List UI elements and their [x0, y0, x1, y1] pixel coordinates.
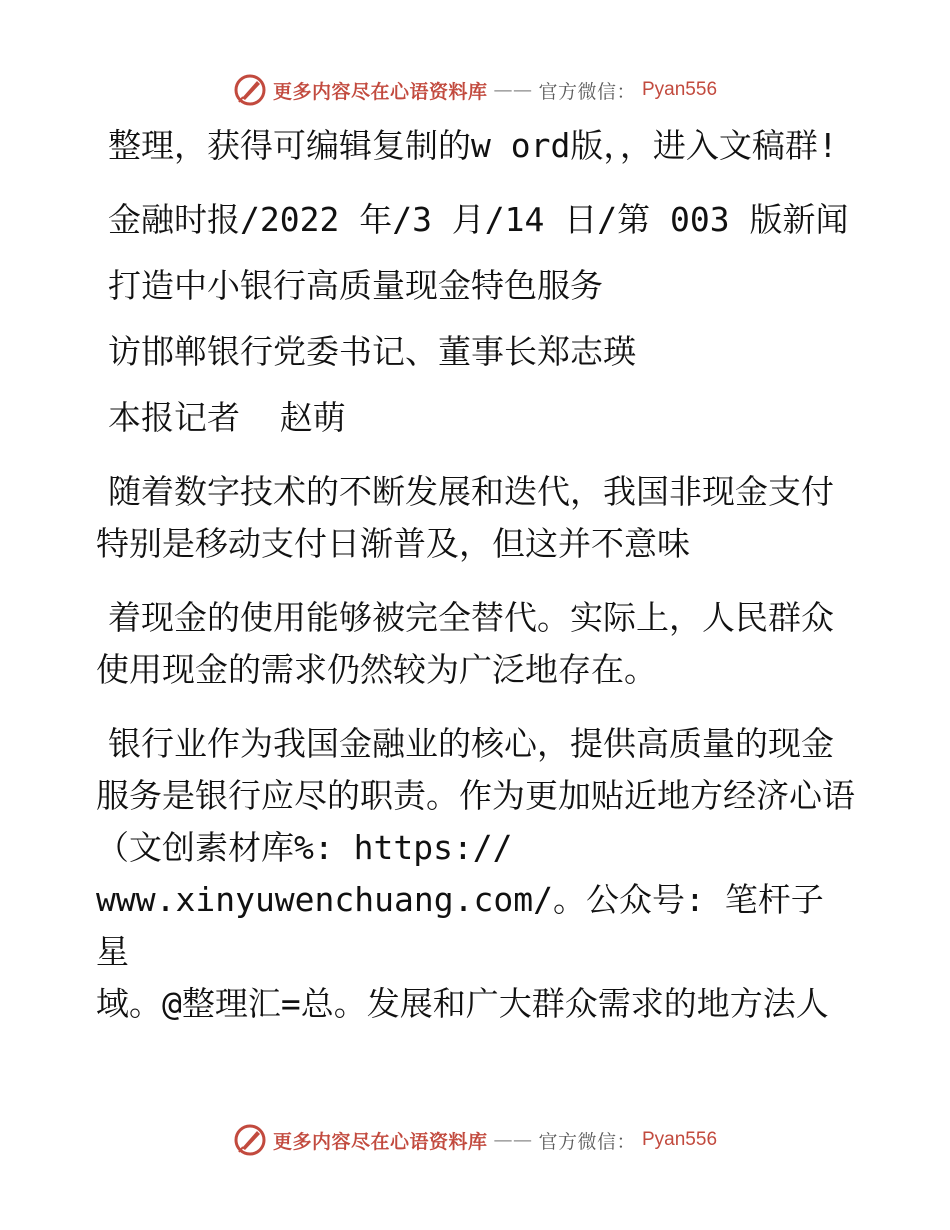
source-line: 金融时报/2022 年/3 月/14 日/第 003 版新闻	[108, 200, 849, 239]
article-subtitle: 访邯郸银行党委书记、董事长郑志瑛	[108, 332, 636, 371]
body-paragraph-3-url: www.xinyuwenchuang.com/。公众号: 笔杆子星	[96, 880, 824, 971]
intro-paragraph: 整理，获得可编辑复制的w ord版，，进入文稿群!	[108, 126, 838, 165]
banner-wechat-id: Pyan556	[642, 1129, 718, 1150]
banner-slogan: 更多内容尽在心语资料库	[272, 80, 488, 103]
footer-banner	[0, 1118, 950, 1162]
banner-slogan: 更多内容尽在心语资料库	[272, 1130, 488, 1153]
body-paragraph-3-cont: 域。@整理汇=总。发展和广大群众需求的地方法人	[96, 984, 829, 1023]
banner-wechat-label: 官方微信：	[538, 1130, 636, 1153]
article-title: 打造中小银行高质量现金特色服务	[108, 266, 603, 305]
banner-dash: ——	[493, 79, 533, 101]
body-paragraph-3: 银行业作为我国金融业的核心，提供高质量的现金服务是银行应尽的职责。作为更加贴近地方经济心语（文创素材库%: https://	[96, 724, 855, 867]
banner-dash: ——	[493, 1129, 533, 1151]
document-body	[96, 120, 856, 1052]
byline: 本报记者 赵萌	[108, 398, 346, 437]
banner-wechat-id: Pyan556	[642, 79, 718, 100]
banner-wechat-label: 官方微信：	[538, 80, 636, 103]
quill-logo-icon	[233, 1123, 267, 1157]
body-paragraph-1: 随着数字技术的不断发展和迭代，我国非现金支付特别是移动支付日渐普及，但这并不意味	[96, 472, 834, 563]
header-banner	[0, 68, 950, 112]
body-paragraph-2: 着现金的使用能够被完全替代。实际上，人民群众使用现金的需求仍然较为广泛地存在。	[96, 598, 834, 689]
quill-logo-icon	[233, 73, 267, 107]
